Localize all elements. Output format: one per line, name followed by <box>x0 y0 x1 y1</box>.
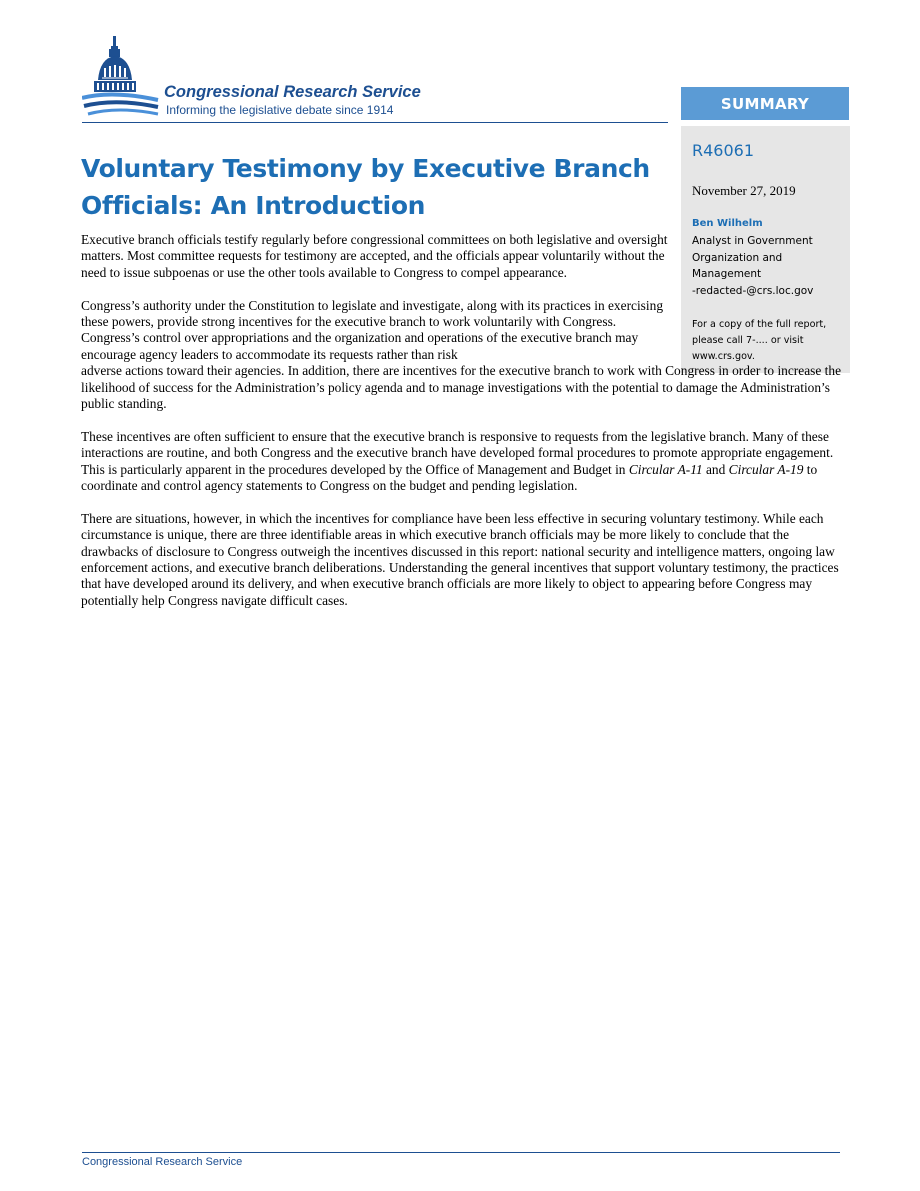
footer-divider <box>82 1152 840 1153</box>
paragraph-3-text: These incentives are often sufficient to ensure that the executive branch is responsive to requests from the legislative branch. Many of these interactions are routine, and both Congress and the executive branch have developed formal procedures to promote appropriate engagement. This is particularly apparent in the procedures developed by the Office of Management and Budget in <box>81 428 834 477</box>
author-name: Ben Wilhelm <box>692 218 763 229</box>
circular-a19: Circular A-19 <box>728 461 804 477</box>
org-name: Congressional Research Service <box>164 83 421 101</box>
capitol-dome-icon <box>82 34 162 124</box>
paragraph-2 <box>81 298 841 413</box>
paragraph-3-end: to coordinate and control agency statements to Congress on the budget and pending legislation. <box>81 461 818 494</box>
report-date: November 27, 2019 <box>692 183 796 198</box>
paragraph-3-and: and <box>702 461 729 477</box>
circular-a11: Circular A-11 <box>628 461 703 477</box>
report-title: Voluntary Testimony by Executive Branch Officials: An Introduction <box>81 154 650 220</box>
org-tagline: Informing the legislative debate since 1914 <box>166 103 394 117</box>
copy-request-note: For a copy of the full report, please call 7-.... or visit www.crs.gov. <box>692 319 827 362</box>
summary-body <box>81 232 841 626</box>
paragraph-2-narrow: Congress’s authority under the Constitution to legislate and investigate, along with its practices in exercising these powers, provide strong incentives for the executive branch to work voluntarily with Congress. Congress’s control over appropriations and the organization and operations of the executive branch may encourage agency leaders to accommodate its requests rather than risk <box>81 297 664 362</box>
footer-org-name: Congressional Research Service <box>82 1156 243 1168</box>
author-title-line: Management <box>692 268 762 280</box>
summary-label: SUMMARY <box>681 87 849 120</box>
author-title-line: Analyst in Government <box>692 235 813 247</box>
header-divider <box>82 122 668 123</box>
crs-logo <box>82 34 672 124</box>
author-title-line: Organization and <box>692 252 783 264</box>
paragraph-1: Executive branch officials testify regularly before congressional committees on both legislative and oversight matters. Most committee requests for testimony are accepted, and the officials appear voluntarily without the need to issue subpoenas or use the other tools available to Congress to compel appearance. <box>81 232 668 280</box>
paragraph-2-wide: adverse actions toward their agencies. In addition, there are incentives for the executive branch to work with Congress in order to increase the likelihood of success for the Administration’s policy agenda and to manage investigations with the potential to damage the Administration’s public standing. <box>81 363 842 412</box>
author-email: -redacted-@crs.loc.gov <box>692 285 814 297</box>
paragraph-4: There are situations, however, in which the incentives for compliance have been less effective in securing voluntary testimony. While each circumstance is unique, there are three identifiable areas in which executive branch officials may be more likely to conclude that the drawbacks of disclosure to Congress outweigh the incentives discussed in this report: national security and intelligence matters, ongoing law enforcement actions, and executive branch deliberations. Understanding the general incentives that support voluntary testimony, the practices that have developed around its delivery, and when executive branch officials are more likely to object to appearing before Congress may potentially help Congress navigate difficult cases. <box>81 510 839 608</box>
report-number: R46061 <box>692 141 755 160</box>
paragraph-3 <box>81 429 841 495</box>
